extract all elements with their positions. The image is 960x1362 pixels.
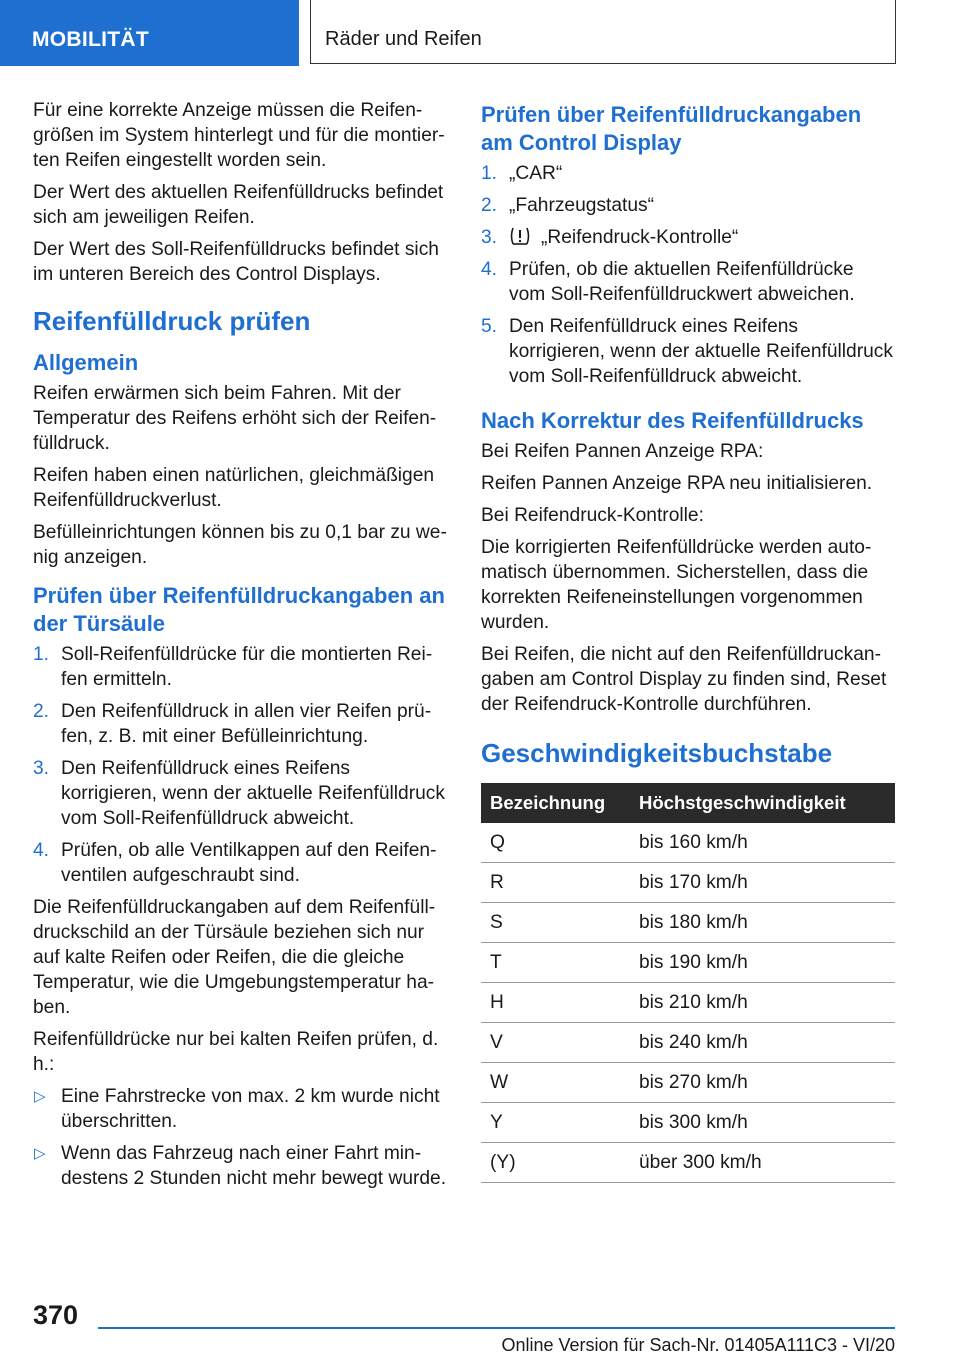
display-steps-list [481, 161, 895, 389]
step-number: 2. [33, 701, 50, 722]
triangle-bullet-icon: ▷ [34, 1088, 46, 1105]
step-number: 4. [33, 840, 50, 861]
right-column [481, 98, 895, 1183]
table-row [481, 983, 895, 1023]
correction-paragraph: Bei Reifendruck-Kontrolle: [481, 505, 704, 526]
door-paragraph: Die Reifenfülldruckangaben auf dem Reifenfülldruckschild an der Türsäule beziehen sich nur auf kalte Reifen oder Reifen, die die gleiche Temperatur, wie die Umgebungstemperatur haben. [33, 897, 436, 1018]
step-text: Soll-Reifenfülldrücke für die montierten Reifen ermitteln. [61, 644, 433, 690]
page-number: 370 [33, 1300, 79, 1330]
table-row [481, 1103, 895, 1143]
list-item [33, 838, 448, 888]
intro-paragraph: Der Wert des Soll-Reifenfülldrucks befindet sich im unteren Bereich des Control Displays. [33, 239, 439, 285]
table-cell: W [481, 1063, 630, 1103]
step-number: 3. [481, 227, 498, 248]
table-row [481, 823, 895, 863]
list-item [33, 1141, 448, 1191]
page-header [0, 0, 960, 66]
left-column [33, 98, 448, 1198]
table-row [481, 1143, 895, 1183]
table-row [481, 903, 895, 943]
door-steps-list [33, 642, 448, 888]
footer-divider [98, 1327, 895, 1329]
list-item [481, 225, 895, 250]
correction-paragraph: Bei Reifen Pannen Anzeige RPA: [481, 441, 764, 462]
table-cell: T [481, 943, 630, 983]
table-cell: Q [481, 823, 630, 863]
step-text: Prüfen, ob alle Ventilkappen auf den Reifenventilen aufgeschraubt sind. [61, 840, 437, 886]
column-header: Höchstgeschwindigkeit [630, 783, 895, 823]
table-cell: bis 270 km/h [630, 1063, 895, 1103]
step-text: „CAR“ [509, 163, 563, 184]
heading-speed-rating: Geschwindigkeitsbuchstabe [481, 738, 833, 768]
section-label: MOBILITÄT [0, 0, 299, 66]
triangle-bullet-icon: ▷ [34, 1145, 46, 1162]
column-header: Bezeichnung [481, 783, 630, 823]
table-cell: Y [481, 1103, 630, 1143]
chapter-label: Räder und Reifen [310, 0, 896, 64]
intro-paragraph: Für eine korrekte Anzeige müssen die Reifengrößen im System hinterlegt und für die montierten Reifen eingestellt worden sein. [33, 100, 445, 171]
step-text: „Fahrzeugstatus“ [509, 195, 655, 216]
table-cell: bis 180 km/h [630, 903, 895, 943]
heading-general: Allgemein [33, 350, 139, 375]
correction-paragraph: Bei Reifen, die nicht auf den Reifenfülldruckangaben am Control Display zu finden sind, Reset der Reifendruck-Kontrolle durchführen. [481, 644, 887, 715]
cold-conditions-list [33, 1084, 448, 1191]
correction-paragraph: Reifen Pannen Anzeige RPA neu initialisieren. [481, 473, 873, 494]
speed-rating-table [481, 783, 895, 1183]
footer-version-text: Online Version für Sach-Nr. 01405A111C3 - VI/20 [501, 1335, 895, 1355]
step-number: 2. [481, 195, 498, 216]
general-paragraph: Befülleinrichtungen können bis zu 0,1 bar zu wenig anzeigen. [33, 522, 447, 568]
table-cell: H [481, 983, 630, 1023]
condition-text: Wenn das Fahrzeug nach einer Fahrt mindestens 2 Stunden nicht mehr bewegt wurde. [61, 1143, 447, 1189]
step-text: Den Reifenfülldruck in allen vier Reifen prüfen, z. B. mit einer Befülleinrichtung. [61, 701, 432, 747]
list-item [33, 642, 448, 692]
table-cell: V [481, 1023, 630, 1063]
step-number: 1. [481, 163, 498, 184]
general-paragraph: Reifen erwärmen sich beim Fahren. Mit der Temperatur des Reifens erhöht sich der Reifenfülldruck. [33, 383, 437, 454]
list-item [33, 1084, 448, 1134]
correction-paragraph: Die korrigierten Reifenfülldrücke werden automatisch übernommen. Sicherstellen, dass die korrekten Reifeneinstellungen vorgenommen wurden. [481, 537, 872, 633]
list-item [481, 161, 895, 186]
heading-check-pressure: Reifenfülldruck prüfen [33, 306, 311, 336]
tire-pressure-warning-icon [509, 226, 531, 246]
table-row [481, 863, 895, 903]
step-text: „Reifendruck-Kontrolle“ [541, 227, 739, 248]
step-text: Den Reifenfülldruck eines Reifens korrigieren, wenn der aktuelle Reifenfülldruck vom Soll-Reifenfülldruck abweicht. [509, 316, 893, 387]
table-cell: über 300 km/h [630, 1143, 895, 1183]
table-cell: R [481, 863, 630, 903]
condition-text: Eine Fahrstrecke von max. 2 km wurde nicht überschritten. [61, 1086, 440, 1132]
list-item [481, 193, 895, 218]
step-text: Den Reifenfülldruck eines Reifens korrigieren, wenn der aktuelle Reifenfülldruck vom Soll-Reifenfülldruck abweicht. [61, 758, 445, 829]
table-cell: bis 160 km/h [630, 823, 895, 863]
table-cell: (Y) [481, 1143, 630, 1183]
step-number: 4. [481, 259, 498, 280]
list-item [481, 257, 895, 307]
table-cell: bis 300 km/h [630, 1103, 895, 1143]
step-number: 5. [481, 316, 498, 337]
heading-after-correction: Nach Korrektur des Reifenfülldrucks [481, 408, 864, 433]
heading-control-display: Prüfen über Reifenfülldruckangaben am Control Display [481, 102, 862, 155]
table-row [481, 1063, 895, 1103]
table-row [481, 1023, 895, 1063]
step-text: Prüfen, ob die aktuellen Reifenfülldrücke vom Soll-Reifenfülldruckwert abweichen. [509, 259, 855, 305]
door-paragraph: Reifenfülldrücke nur bei kalten Reifen prüfen, d. h.: [33, 1029, 439, 1075]
step-number: 3. [33, 758, 50, 779]
table-cell: bis 210 km/h [630, 983, 895, 1023]
table-row [481, 943, 895, 983]
table-cell: bis 170 km/h [630, 863, 895, 903]
list-item [481, 314, 895, 389]
heading-door-pillar: Prüfen über Reifenfülldruckangaben an der Türsäule [33, 583, 445, 636]
step-number: 1. [33, 644, 50, 665]
intro-paragraph: Der Wert des aktuellen Reifenfülldrucks befindet sich am jeweiligen Reifen. [33, 182, 444, 228]
table-cell: bis 190 km/h [630, 943, 895, 983]
table-header-row [481, 783, 895, 823]
table-cell: S [481, 903, 630, 943]
list-item [33, 756, 448, 831]
list-item [33, 699, 448, 749]
general-paragraph: Reifen haben einen natürlichen, gleichmäßigen Reifenfülldruckverlust. [33, 465, 435, 511]
table-cell: bis 240 km/h [630, 1023, 895, 1063]
